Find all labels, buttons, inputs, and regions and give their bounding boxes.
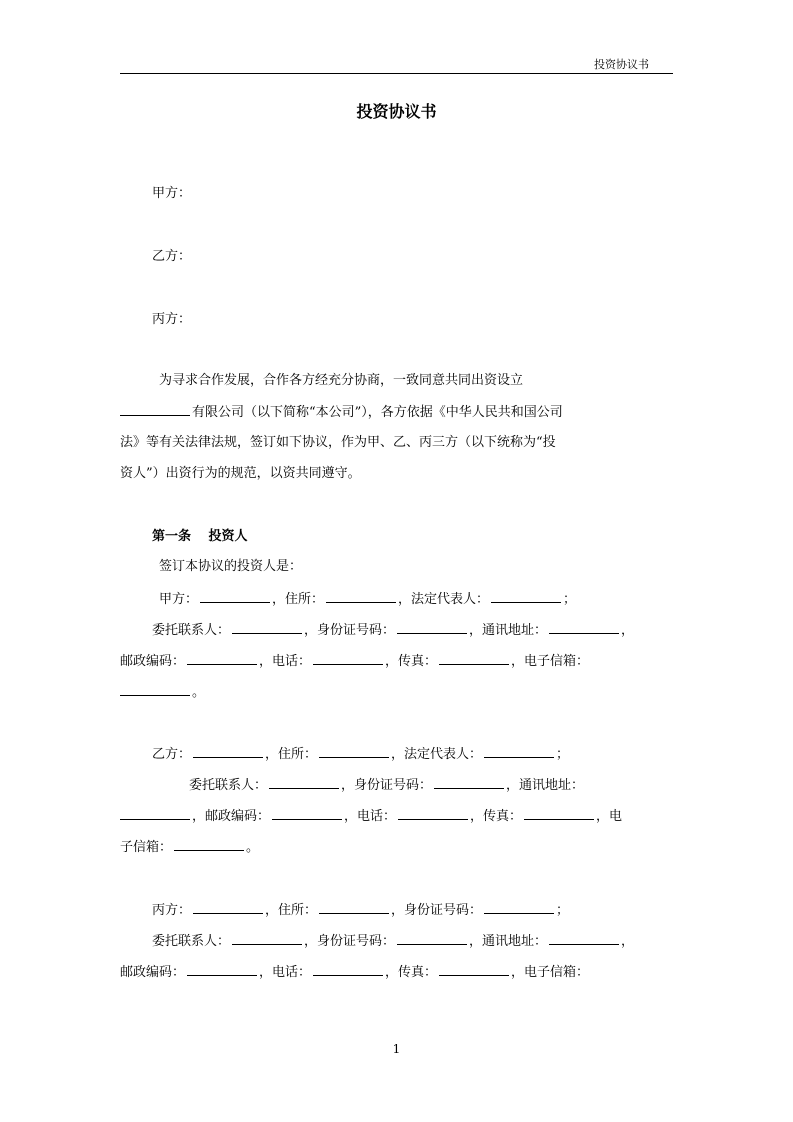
party-a-email-blank[interactable]	[120, 683, 190, 696]
period: 。	[246, 840, 260, 855]
party-b-contact-blank[interactable]	[269, 776, 339, 789]
postcode-label: ，邮政编码：	[192, 809, 271, 824]
residence-label: ，住所：	[272, 592, 325, 607]
party-a-label: 甲方：	[152, 186, 192, 201]
party-b-fax-blank[interactable]	[524, 807, 594, 820]
page-number: 1	[392, 1042, 401, 1056]
party-c-contact-blank[interactable]	[232, 932, 302, 945]
contact-label: 委托联系人：	[152, 934, 231, 949]
party-a-email-line	[120, 683, 205, 702]
party-a-fax-blank[interactable]	[439, 652, 509, 665]
party-c-id2-blank[interactable]	[397, 932, 467, 945]
party-c-name-blank[interactable]	[193, 901, 263, 914]
party-a-field-label: 甲方：	[159, 592, 199, 607]
fax-label: ，传真：	[385, 654, 438, 669]
id-number-label: ，身份证号码：	[304, 623, 396, 638]
party-c-contact-line	[152, 932, 634, 951]
party-a-legal-rep-blank[interactable]	[491, 590, 561, 603]
party-b-residence-blank[interactable]	[319, 745, 389, 758]
party-b-label: 乙方：	[152, 249, 192, 264]
phone-label: ，电话：	[344, 809, 397, 824]
period: 。	[192, 685, 206, 700]
intro-line-2	[120, 403, 673, 422]
postcode-label: 邮政编码：	[120, 654, 186, 669]
party-b-email-blank[interactable]	[174, 838, 244, 851]
party-b-postal-line	[120, 807, 622, 826]
fax-label: ，传真：	[470, 809, 523, 824]
email-label: ，电子信箱：	[511, 654, 590, 669]
comma: ，	[621, 934, 635, 949]
document-title: 投资协议书	[356, 102, 437, 121]
postcode-label: 邮政编码：	[120, 965, 186, 980]
semicolon: ；	[563, 592, 577, 607]
id-number-label: ，身份证号码：	[304, 934, 396, 949]
party-a-phone-blank[interactable]	[313, 652, 383, 665]
email-label-part-2: 子信箱：	[120, 840, 173, 855]
party-c-residence-blank[interactable]	[319, 901, 389, 914]
legal-rep-label: ，法定代表人：	[398, 592, 490, 607]
party-a-postcode-blank[interactable]	[187, 652, 257, 665]
intro-line-4: 资人”）出资行为的规范，以资共同遵守。	[120, 466, 361, 481]
address-label: ，通讯地址：	[506, 778, 585, 793]
party-a-address-blank[interactable]	[549, 621, 619, 634]
phone-label: ，电话：	[259, 965, 312, 980]
intro-line-1: 为寻求合作发展，合作各方经充分协商，一致同意共同出资设立	[159, 373, 524, 388]
party-c-info-line	[152, 901, 569, 920]
party-b-phone-blank[interactable]	[398, 807, 468, 820]
legal-rep-label: ，法定代表人：	[391, 747, 483, 762]
residence-label: ，住所：	[265, 747, 318, 762]
phone-label: ，电话：	[259, 654, 312, 669]
party-b-email-line	[120, 838, 259, 857]
address-label: ，通讯地址：	[469, 934, 548, 949]
company-name-blank[interactable]	[120, 403, 190, 416]
id-number-label: ，身份证号码：	[341, 778, 433, 793]
residence-label: ，住所：	[265, 903, 318, 918]
party-a-residence-blank[interactable]	[326, 590, 396, 603]
party-b-legal-rep-blank[interactable]	[484, 745, 554, 758]
party-a-info-line	[159, 590, 576, 609]
party-c-field-label: 丙方：	[152, 903, 192, 918]
contact-label: 委托联系人：	[152, 623, 231, 638]
party-b-address-blank[interactable]	[120, 807, 190, 820]
semicolon: ；	[556, 903, 570, 918]
party-b-id-blank[interactable]	[434, 776, 504, 789]
party-a-name-blank[interactable]	[200, 590, 270, 603]
party-a-postal-line	[120, 652, 589, 671]
article-1-lead: 签订本协议的投资人是：	[159, 559, 303, 574]
article-1-heading: 第一条 投资人	[152, 529, 248, 544]
address-label: ，通讯地址：	[469, 623, 548, 638]
intro-line-2-text: 有限公司（以下简称“本公司”），各方依据《中华人民共和国公司	[192, 405, 563, 420]
party-c-postcode-blank[interactable]	[187, 963, 257, 976]
party-b-info-line	[152, 745, 569, 764]
running-header: 投资协议书	[594, 58, 649, 71]
party-b-name-blank[interactable]	[193, 745, 263, 758]
party-c-postal-line	[120, 963, 589, 982]
email-label: ，电子信箱：	[511, 965, 590, 980]
party-c-label: 丙方：	[152, 312, 192, 327]
party-c-address-blank[interactable]	[549, 932, 619, 945]
email-label-part-1: ，电	[596, 809, 623, 824]
header-rule	[120, 73, 673, 74]
fax-label: ，传真：	[385, 965, 438, 980]
party-c-phone-blank[interactable]	[313, 963, 383, 976]
semicolon: ；	[556, 747, 570, 762]
party-b-postcode-blank[interactable]	[272, 807, 342, 820]
intro-line-3: 法》等有关法律法规，签订如下协议，作为甲、乙、丙三方（以下统称为“投	[120, 435, 556, 450]
party-a-contact-blank[interactable]	[232, 621, 302, 634]
party-b-contact-line	[189, 776, 584, 795]
id-number-label: ，身份证号码：	[391, 903, 483, 918]
comma: ，	[621, 623, 635, 638]
party-b-field-label: 乙方：	[152, 747, 192, 762]
party-c-id-blank[interactable]	[484, 901, 554, 914]
party-a-contact-line	[152, 621, 634, 640]
party-c-fax-blank[interactable]	[439, 963, 509, 976]
party-a-id-blank[interactable]	[397, 621, 467, 634]
contact-label: 委托联系人：	[189, 778, 268, 793]
